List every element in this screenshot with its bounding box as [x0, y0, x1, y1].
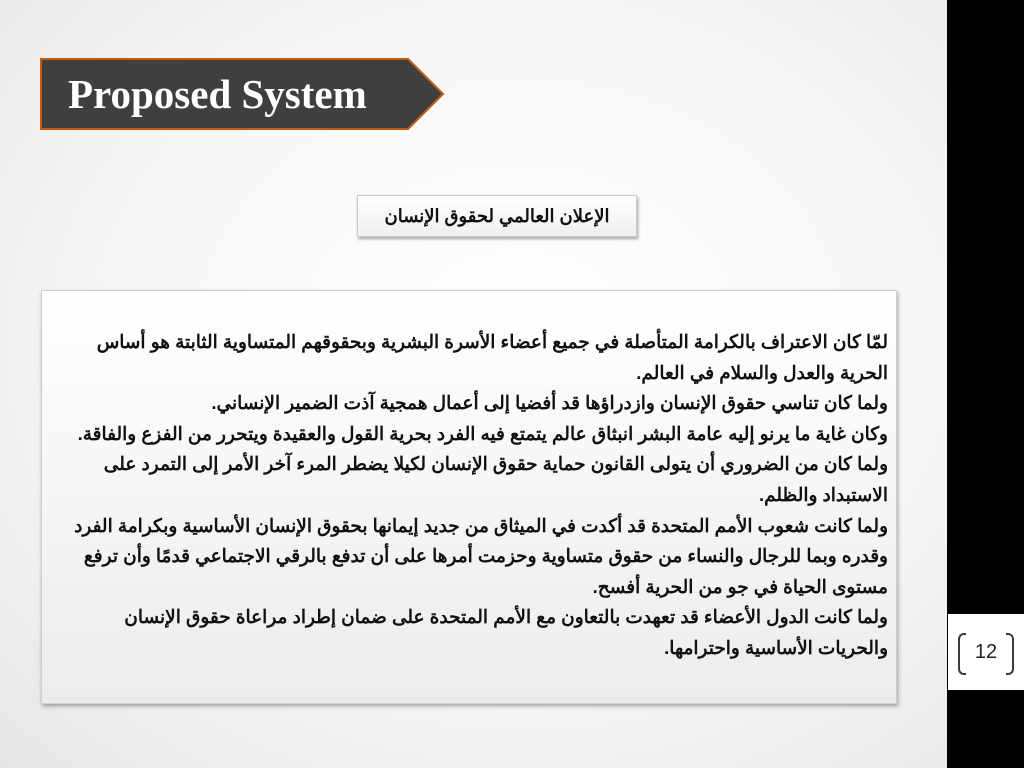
content-text — [56, 327, 888, 664]
paragraph: ولما كانت الدول الأعضاء قد تعهدت بالتعاون مع الأمم المتحدة على ضمان إطراد مراعاة حقوق الإنسان والحريات الأساسية واحترامها. — [124, 606, 888, 658]
subtitle-text: الإعلان العالمي لحقوق الإنسان — [384, 205, 610, 226]
title-banner — [40, 58, 445, 130]
paragraph: ولما كانت شعوب الأمم المتحدة قد أكدت في الميثاق من جديد إيمانها بحقوق الإنسان الأساسية وبكرامة الفرد وقدره وبما للرجال والنساء من حقوق متساوية وحزمت أمرها على أن تدفع بالرقي الاجتماعي قدمًا وأن ترفع مستوى الحياة في جو من الحرية أفسح. — [74, 514, 888, 597]
paragraph: ولما كان من الضروري أن يتولى القانون حماية حقوق الإنسان لكيلا يضطر المرء آخر الأمر إلى التمرد على الاستبداد والظلم. — [103, 453, 888, 505]
paragraph: ولما كان تناسي حقوق الإنسان وازدراؤها قد أفضيا إلى أعمال همجية آذت الضمير الإنساني. — [211, 392, 888, 414]
content-box — [41, 290, 897, 704]
page-number: 12 — [974, 640, 998, 663]
subtitle-box — [357, 195, 637, 237]
paragraph: لمّا كان الاعتراف بالكرامة المتأصلة في جميع أعضاء الأسرة البشرية وبحقوقهم المتساوية الثابتة هو أساس الحرية والعدل والسلام في العالم. — [96, 331, 888, 383]
page-number-box — [948, 614, 1024, 690]
slide-title: Proposed System — [68, 71, 367, 117]
paragraph: وكان غاية ما يرنو إليه عامة البشر انبثاق عالم يتمتع فيه الفرد بحرية القول والعقيدة ويتحرر من الفزع والفاقة. — [77, 422, 888, 444]
